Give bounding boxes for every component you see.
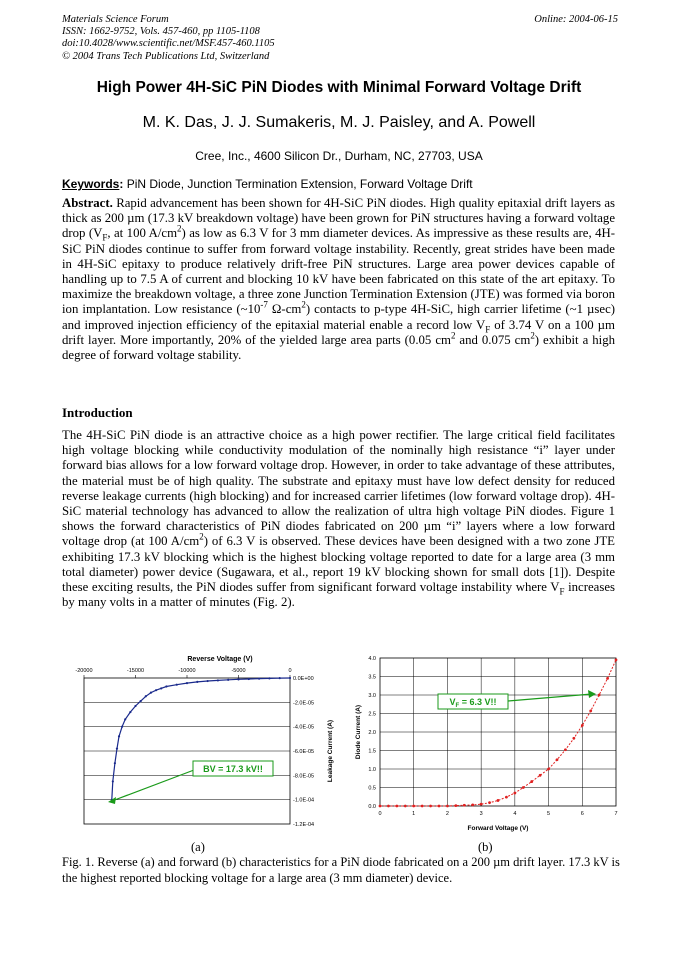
chart-b-y-tick-label: 0.0 [368, 804, 376, 810]
chart-b-y-ticks [368, 656, 376, 810]
chart-b-point [581, 724, 584, 727]
chart-b-point [547, 768, 550, 771]
chart-a-y-tick-label: -4.0E-05 [293, 724, 315, 731]
abstract-text: of 3.74 V on a 100 µm drift layer. More importantly, 20% of the yielded large area parts (0.05 cm [62, 317, 615, 347]
chart-b-x-tick-label: 0 [378, 811, 382, 817]
chart-a-point [155, 689, 157, 691]
chart-b-x-ticks [378, 811, 617, 817]
abstract-sup: -7 [260, 300, 268, 311]
intro-text: increases by many volts in a matter of minutes (Fig. 2). [62, 580, 615, 610]
intro-text: The 4H-SiC PiN diode is an attractive choice as a high power rectifier. The large critical field facilitates high voltage blocking while conductivity modulation of the nominally high resistance “i” layer under forward bias allows for a low forward voltage drop. However, in order to take advantage of these attributes, the material must be of high quality. The substrate and epitaxy must have low defect density for reduced reverse leakage currents (high blocking) and for increased carrier lifetimes (low forward voltage drop). 4H-SiC material technology has advanced to allow the realization of ultra high voltage PiN diodes. Figure 1 shows the forward characteristics of PiN diodes fabricated on 200 µm “i” layers where a low forward voltage drop (at 100 A/cm [62, 428, 615, 549]
chart-b-point [412, 805, 415, 808]
section-heading-introduction: Introduction [62, 405, 133, 420]
chart-a-point [112, 780, 114, 782]
chart-a-point [165, 685, 167, 687]
chart-a-point [248, 678, 250, 680]
annotation-sub: F [455, 703, 460, 709]
chart-b-point [505, 796, 508, 799]
chart-b-point [454, 804, 457, 807]
chart-b-y-tick-label: 1.0 [368, 767, 376, 773]
chart-b-point [404, 805, 407, 808]
doi-line: doi:10.4028/www.scientific.net/MSF.457-460.1105 [62, 38, 275, 50]
issn-line: ISSN: 1662-9752, Vols. 457-460, pp 1105-1108 [62, 26, 260, 38]
abstract-label: Abstract. [62, 196, 113, 210]
abstract-sup: 2 [450, 330, 456, 341]
chart-a-x-tick-label: 0 [288, 668, 292, 674]
chart-a-point [121, 726, 123, 728]
chart-b-x-tick-label: 5 [547, 811, 551, 817]
chart-a-point [116, 747, 118, 749]
chart-a-point [140, 700, 142, 702]
abstract-sub: F [102, 232, 108, 243]
abstract-sup: 2 [177, 224, 182, 235]
online-date: Online: 2004-06-15 [534, 14, 618, 25]
chart-a-point [227, 679, 229, 681]
chart-a-title: Reverse Voltage (V) [187, 656, 253, 663]
abstract-sup: 2 [301, 300, 306, 311]
chart-a-point [134, 705, 136, 707]
figure-label-b: (b) [478, 840, 493, 854]
chart-b-point [606, 677, 609, 680]
abstract [62, 196, 615, 363]
reverse-iv-chart [62, 648, 342, 836]
chart-b-point [513, 792, 516, 795]
chart-b-point [471, 803, 474, 806]
intro-text: ) of 6.3 V is observed. These devices have been designed with a two zone JTE exhibiting 17.3 kV blocking which is the highest blocking voltage reported to date for a large area (3 mm total diameter) power device (Sugawara, et al., report 19 kV blocking shown for small dots [1]). Despite these exciting results, the PiN diodes suffer from significant forward voltage instability where V [62, 534, 615, 595]
intro-sub: F [559, 586, 565, 597]
chart-a-point [196, 681, 198, 683]
keywords: Keywords: PiN Diode, Junction Termination Extension, Forward Voltage Drift [62, 177, 473, 191]
abstract-sub: F [485, 324, 491, 335]
chart-a-point [118, 735, 120, 737]
paper-authors: M. K. Das, J. J. Sumakeris, M. J. Paisley, and A. Powell [142, 114, 536, 131]
page-header [62, 14, 618, 63]
chart-b-point [446, 805, 449, 808]
chart-b-point [387, 805, 390, 808]
chart-b-y-tick-label: 1.5 [368, 748, 376, 755]
chart-a-point [145, 695, 147, 697]
chart-a-x-tick-label: -15000 [126, 668, 145, 674]
abstract-text: Ω-cm [267, 302, 302, 317]
chart-b-point [463, 804, 466, 807]
chart-a-point [207, 680, 209, 682]
paper-affiliation: Cree, Inc., 4600 Silicon Dr., Durham, NC, 27703, USA [195, 149, 483, 163]
introduction-paragraph [62, 428, 615, 610]
chart-b-x-tick-label: 2 [445, 811, 449, 817]
keywords-label: Keywords [62, 177, 120, 191]
chart-a-point [237, 678, 239, 680]
chart-a-y-label: Leakage Current (A) [327, 719, 334, 783]
chart-b-point [379, 805, 382, 808]
annotation-rest: = 6.3 V!! [459, 697, 497, 707]
chart-a-x-tick-label: -5000 [231, 668, 246, 674]
chart-a-point [114, 762, 116, 764]
abstract-text: Rapid advancement has been shown for 4H-SiC PiN diodes. High quality epitaxial drift layers as thick as 200 µm (17.3 kV breakdown voltage) have been grown for PiN structures having a forward voltage drop (V [62, 196, 615, 241]
chart-b-y-tick-label: 4.0 [368, 656, 376, 662]
chart-b-point [556, 758, 559, 761]
chart-a-x-tick-label: -10000 [178, 668, 196, 674]
chart-a-point [268, 677, 270, 679]
chart-a-point [129, 711, 131, 713]
chart-a-point [279, 677, 281, 679]
chart-b-x-tick-label: 6 [580, 811, 584, 817]
chart-b-y-tick-label: 3.0 [368, 693, 376, 699]
annotation-v: V [449, 697, 456, 707]
chart-a-point [160, 687, 162, 689]
abstract-text: , at 100 A/cm [107, 226, 178, 241]
chart-b-point [572, 737, 575, 740]
chart-a-y-tick-label: -6.0E-05 [293, 749, 315, 755]
abstract-text: and 0.075 cm [455, 332, 531, 347]
chart-b-x-tick-label: 4 [513, 811, 517, 817]
abstract-text: ) exhibit a high degree of forward voltage stability. [62, 332, 615, 363]
abstract-sup: 2 [530, 330, 535, 341]
chart-b-point [522, 786, 525, 789]
chart-b-y-label: Diode Current (A) [355, 704, 362, 760]
forward-iv-chart [350, 648, 626, 836]
chart-a-point [124, 718, 126, 720]
chart-a-point [176, 684, 178, 686]
chart-b-point [395, 805, 398, 808]
chart-b-y-tick-label: 0.5 [368, 785, 376, 792]
chart-a-y-tick-label: -2.0E-05 [293, 700, 315, 707]
chart-a-x-tick-label: -20000 [75, 668, 93, 674]
keywords-text: PiN Diode, Junction Termination Extension, Forward Voltage Drift [123, 177, 473, 191]
chart-b-point [438, 805, 441, 808]
chart-b-point [429, 805, 432, 808]
chart-a-annotation: BV = 17.3 kV!! [203, 764, 263, 774]
chart-b-point [564, 748, 567, 751]
chart-b-point [480, 803, 483, 806]
figure-caption: Fig. 1. Reverse (a) and forward (b) characteristics for a PiN diode fabricated on a 200 µm drift layer. 17.3 kV is the highest reported blocking voltage for a large area (3 mm diameter) device. [62, 855, 620, 885]
chart-b-point [497, 799, 500, 802]
chart-b-x-tick-label: 3 [479, 811, 483, 817]
chart-a-point [258, 678, 260, 680]
intro-sup: 2 [199, 532, 204, 543]
chart-a-point [217, 679, 219, 681]
chart-a-point [150, 692, 152, 694]
chart-a-y-tick-label: -1.2E-04 [293, 822, 315, 828]
chart-b-x-label: Forward Voltage (V) [467, 825, 529, 832]
chart-a-y-tick-label: 0.0E+00 [293, 676, 314, 682]
chart-b-x-tick-label: 7 [614, 811, 618, 817]
chart-b-point [539, 774, 542, 777]
chart-b-point [598, 694, 601, 697]
chart-b-point [615, 658, 618, 661]
journal-name: Materials Science Forum [62, 14, 169, 25]
chart-b-point [421, 805, 424, 808]
chart-b-point [530, 780, 533, 783]
chart-a-y-ticks [293, 676, 314, 828]
abstract-text: ) contacts to p-type 4H-SiC, high carrier lifetime (~1 µsec) and improved injection efficiency of the epitaxial material enable a record low V [62, 302, 616, 332]
chart-a-y-tick-label: -1.0E-04 [293, 797, 315, 804]
chart-a-point [289, 677, 291, 679]
chart-b-y-tick-label: 2.5 [368, 711, 376, 718]
chart-b-point [589, 710, 592, 713]
paper-title: High Power 4H-SiC PiN Diodes with Minimal Forward Voltage Drift [96, 79, 582, 96]
chart-a-point [186, 682, 188, 684]
chart-b-point [488, 801, 491, 804]
abstract-text: ) as low as 6.3 V for 3 mm diameter devices. As impressive as these results are, 4H-SiC PiN diodes continue to suffer from forward voltage instability. Recently, great strides have been made in 4H-SiC epitaxy to produce relatively drift-free PiN structures. Large area power devices capable of handling up to 7.5 A of current and blocking 10 kV have been fabricated on this state of the art epitaxy. To maximize the breakdown voltage, a three zone Junction Termination Extension (JTE) was formed via boron ion implantation. Low resistance (~10 [62, 226, 615, 317]
chart-b-y-tick-label: 3.5 [368, 674, 376, 681]
copyright-line: © 2004 Trans Tech Publications Ltd, Switzerland [62, 50, 270, 62]
chart-b-y-tick-label: 2.0 [368, 730, 376, 736]
chart-a-y-tick-label: -8.0E-05 [293, 773, 315, 780]
figure-label-a: (a) [191, 840, 205, 854]
chart-b-x-tick-label: 1 [412, 811, 416, 817]
chart-a-x-ticks [75, 668, 291, 678]
